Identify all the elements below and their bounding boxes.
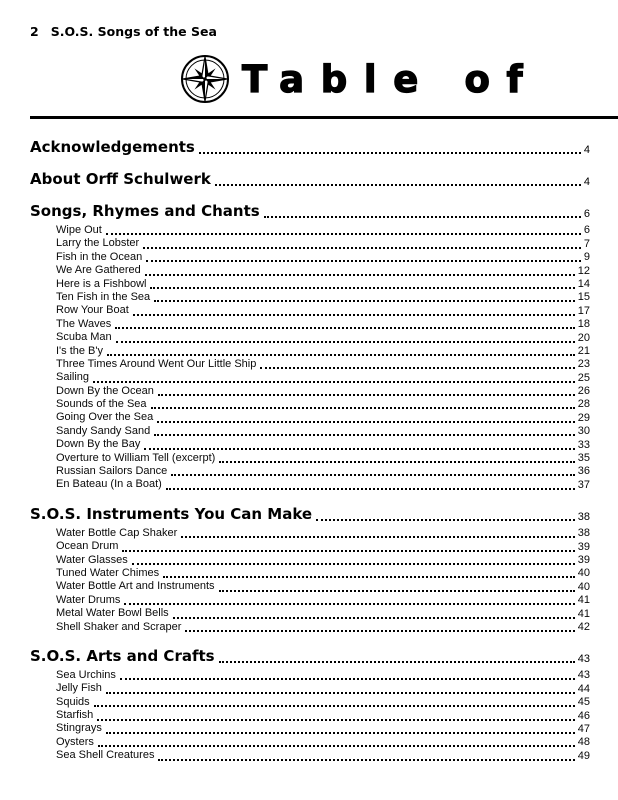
dot-leader [151, 407, 575, 409]
toc-entry-title: Wipe Out [56, 223, 102, 236]
page-number: 2 [30, 24, 39, 39]
dot-leader [106, 732, 575, 734]
dot-leader [260, 367, 574, 369]
toc-section-heading-arts-and-crafts [30, 646, 590, 666]
toc-entry-page: 25 [577, 371, 590, 384]
toc-entry-title: En Bateau (In a Boat) [56, 478, 162, 491]
toc-entry [30, 554, 590, 567]
dot-leader [154, 434, 575, 436]
toc-entry-title: Water Bottle Cap Shaker [56, 526, 178, 539]
dot-leader [116, 341, 575, 343]
toc-entry [30, 452, 590, 465]
toc-entry [30, 278, 590, 291]
toc-section-page: 43 [577, 652, 590, 665]
dot-leader [173, 617, 575, 619]
toc-entry [30, 696, 590, 709]
dot-leader [93, 381, 575, 383]
dot-leader [163, 576, 575, 578]
toc-entry-page: 33 [577, 438, 590, 451]
toc-entry-page: 41 [577, 607, 590, 620]
toc-entry-title: Fish in the Ocean [56, 250, 143, 263]
dot-leader [144, 448, 574, 450]
toc-entry-page: 4 [583, 176, 590, 188]
toc-entry-title: Sounds of the Sea [56, 398, 147, 411]
toc-entry-page: 42 [577, 620, 590, 633]
toc-entry [30, 527, 590, 540]
toc-entry-page: 23 [577, 358, 590, 371]
header-rule [30, 116, 618, 119]
toc-entry [30, 237, 590, 250]
toc-entry-title: Overture to William Tell (excerpt) [56, 451, 216, 464]
toc-entry-page: 43 [577, 669, 590, 682]
dot-leader [219, 461, 574, 463]
toc-section-entries-arts-and-crafts [30, 669, 590, 763]
toc-entry-title: Sandy Sandy Sand [56, 424, 151, 437]
toc-entry [30, 371, 590, 384]
toc-entry-page: 41 [577, 594, 590, 607]
toc-entry-title: Sea Shell Creatures [56, 749, 155, 762]
dot-leader [98, 745, 575, 747]
toc-entry [30, 224, 590, 237]
toc-entry-title: Stingrays [56, 722, 102, 735]
toc-entry-page: 14 [577, 277, 590, 290]
toc-entry-page: 20 [577, 331, 590, 344]
dot-leader [199, 152, 581, 154]
toc-entry-title: Going Over the Sea [56, 411, 154, 424]
toc-entry-page: 18 [577, 318, 590, 331]
toc-entry [30, 709, 590, 722]
toc-entry-title: Down By the Ocean [56, 384, 154, 397]
compass-rose-icon [180, 54, 230, 104]
dot-leader [316, 519, 575, 521]
toc-section-page: 38 [577, 510, 590, 523]
toc-entry-page: 29 [577, 411, 590, 424]
dot-leader [150, 287, 574, 289]
toc-entry-title: Sea Urchins [56, 668, 116, 681]
toc-entry [30, 385, 590, 398]
toc-section-title: S.O.S. Instruments You Can Make [30, 504, 313, 523]
toc-entry-title: I's the B'y [56, 344, 103, 357]
toc-entry-title: Metal Water Bowl Bells [56, 607, 169, 620]
dot-leader [132, 563, 575, 565]
title-row [180, 52, 590, 106]
toc-entry [30, 607, 590, 620]
toc-entry [30, 682, 590, 695]
dot-leader [219, 590, 575, 592]
toc-entry-title: Down By the Bay [56, 438, 141, 451]
dot-leader [115, 327, 575, 329]
toc-section-title: Songs, Rhymes and Chants [30, 202, 260, 220]
toc-entry-page: 38 [577, 527, 590, 540]
dot-leader [264, 216, 581, 218]
toc-entry-page: 12 [577, 264, 590, 277]
toc-entry [30, 398, 590, 411]
toc-entry [30, 318, 590, 331]
toc-entry-title: Larry the Lobster [56, 237, 140, 250]
toc-section-title: S.O.S. Arts and Crafts [30, 646, 215, 665]
toc-entry [30, 580, 590, 593]
toc-entry-title: Water Drums [56, 593, 121, 606]
toc-section-entries-songs [30, 224, 590, 492]
toc-entry [30, 540, 590, 553]
toc-entry [30, 621, 590, 634]
toc-entry-title: Three Times Around Went Our Little Ship [56, 357, 257, 370]
toc-entry-about-orff-schulwerk [30, 169, 590, 189]
page-title: Table of [242, 57, 540, 101]
dot-leader [106, 692, 575, 694]
toc-entry-title: Row Your Boat [56, 304, 129, 317]
dot-leader [157, 421, 575, 423]
toc-entry-title: Scuba Man [56, 331, 112, 344]
toc-entry-acknowledgements [30, 137, 590, 157]
toc-entry-page: 30 [577, 425, 590, 438]
toc-entry [30, 723, 590, 736]
toc-entry [30, 345, 590, 358]
toc-entry-page: 48 [577, 736, 590, 749]
toc-entry-title: Sailing [56, 371, 90, 384]
toc-entry [30, 358, 590, 371]
toc-entry [30, 425, 590, 438]
toc-entry-page: 49 [577, 749, 590, 762]
toc-entry-page: 21 [577, 344, 590, 357]
page-header [30, 24, 590, 40]
toc-entry [30, 567, 590, 580]
toc-entry-page: 15 [577, 291, 590, 304]
toc-entry-page: 40 [577, 580, 590, 593]
toc-entry-title: About Orff Schulwerk [30, 170, 211, 188]
dot-leader [94, 705, 575, 707]
dot-leader [143, 247, 581, 249]
toc-entry-page: 37 [577, 478, 590, 491]
toc-entry [30, 438, 590, 451]
toc-entry-page: 9 [583, 251, 590, 264]
toc-entry [30, 251, 590, 264]
dot-leader [154, 300, 575, 302]
toc-entry [30, 736, 590, 749]
toc-entry-page: 47 [577, 722, 590, 735]
toc-entry [30, 264, 590, 277]
toc-entry-page: 26 [577, 385, 590, 398]
dot-leader [158, 394, 575, 396]
toc-entry [30, 669, 590, 682]
toc-entry [30, 594, 590, 607]
toc-entry-title: The Waves [56, 317, 112, 330]
toc-entry-title: Here is a Fishbowl [56, 277, 147, 290]
toc-entry [30, 291, 590, 304]
dot-leader [171, 474, 574, 476]
toc-entry-page: 7 [583, 237, 590, 250]
dot-leader [106, 233, 581, 235]
toc-entry [30, 411, 590, 424]
toc-entry-title: Jelly Fish [56, 682, 102, 695]
dot-leader [120, 678, 575, 680]
dot-leader [145, 274, 575, 276]
toc-entry-title: Squids [56, 695, 90, 708]
dot-leader [166, 488, 575, 490]
toc-entry-page: 36 [577, 465, 590, 478]
dot-leader [158, 759, 574, 761]
toc-entry-page: 6 [583, 224, 590, 237]
dot-leader [124, 603, 574, 605]
toc-entry [30, 478, 590, 491]
toc-entry-page: 46 [577, 709, 590, 722]
toc-entry-title: Ten Fish in the Sea [56, 290, 151, 303]
toc-entry-page: 28 [577, 398, 590, 411]
toc-entry-title: Acknowledgements [30, 138, 195, 156]
toc-entry-title: Water Glasses [56, 553, 128, 566]
dot-leader [107, 354, 575, 356]
toc-section-heading-songs [30, 201, 590, 221]
toc-entry [30, 331, 590, 344]
toc-entry-title: Russian Sailors Dance [56, 465, 168, 478]
toc-entry [30, 465, 590, 478]
dot-leader [122, 550, 574, 552]
dot-leader [215, 184, 581, 186]
toc-entry-page: 35 [577, 452, 590, 465]
toc-entry-title: We Are Gathered [56, 264, 141, 277]
toc-entry-title: Ocean Drum [56, 540, 119, 553]
dot-leader [146, 260, 581, 262]
toc-entry-title: Starfish [56, 709, 94, 722]
toc-entry-page: 39 [577, 540, 590, 553]
toc-entry [30, 304, 590, 317]
toc-section-heading-instruments [30, 504, 590, 524]
toc-section-entries-instruments [30, 527, 590, 634]
toc-entry-page: 4 [583, 144, 590, 156]
toc-entry-title: Tuned Water Chimes [56, 566, 160, 579]
toc-entry-title: Oysters [56, 735, 94, 748]
toc-entry-title: Water Bottle Art and Instruments [56, 580, 215, 593]
toc-entry-title: Shell Shaker and Scraper [56, 620, 182, 633]
toc-entry-page: 44 [577, 682, 590, 695]
toc-entry-page: 17 [577, 304, 590, 317]
book-title: S.O.S. Songs of the Sea [50, 24, 217, 39]
dot-leader [185, 630, 574, 632]
dot-leader [219, 661, 575, 663]
dot-leader [97, 719, 574, 721]
dot-leader [133, 314, 575, 316]
toc-entry-page: 45 [577, 696, 590, 709]
toc-entry [30, 749, 590, 762]
toc-entry-page: 39 [577, 553, 590, 566]
toc-entry-page: 40 [577, 567, 590, 580]
dot-leader [181, 536, 574, 538]
toc-section-page: 6 [583, 208, 590, 220]
